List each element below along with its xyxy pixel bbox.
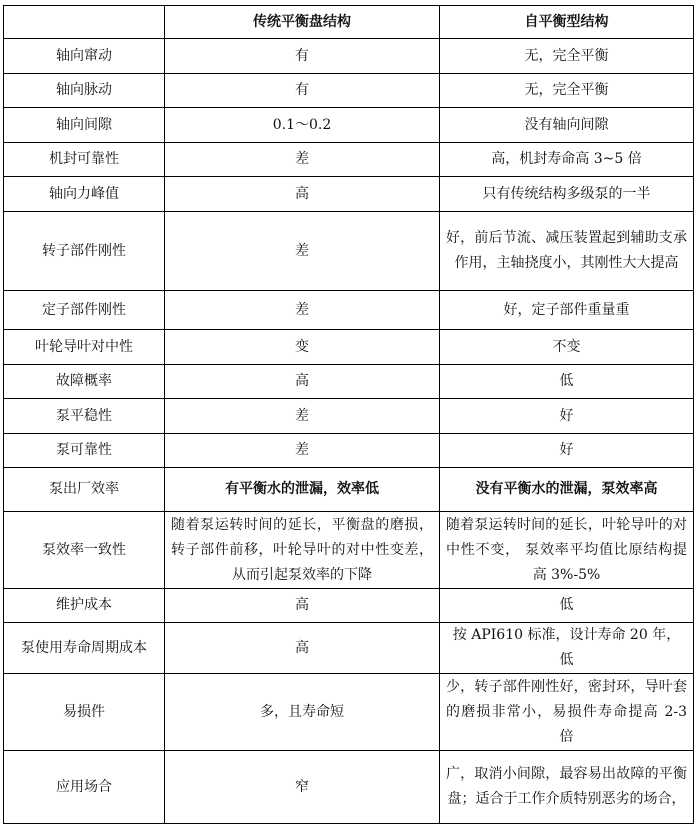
traditional-value: 有 <box>165 39 440 74</box>
self-balancing-value: 不变 <box>440 330 694 365</box>
row-label: 泵可靠性 <box>4 434 165 468</box>
self-balancing-value: 好 <box>440 434 694 468</box>
row-label: 定子部件刚性 <box>4 291 165 330</box>
traditional-value: 高 <box>165 623 440 674</box>
table-row <box>4 365 694 399</box>
table-row <box>4 177 694 212</box>
row-label: 泵平稳性 <box>4 399 165 434</box>
row-label: 叶轮导叶对中性 <box>4 330 165 365</box>
row-label: 轴向脉动 <box>4 74 165 108</box>
table-row <box>4 291 694 330</box>
row-label: 轴向窜动 <box>4 39 165 74</box>
row-label: 轴向间隙 <box>4 108 165 143</box>
header-row <box>4 6 694 39</box>
header-self-balancing: 自平衡型结构 <box>440 6 694 39</box>
traditional-value: 多，且寿命短 <box>165 674 440 751</box>
traditional-value: 高 <box>165 365 440 399</box>
row-label: 泵使用寿命周期成本 <box>4 623 165 674</box>
self-balancing-value: 好，定子部件重量重 <box>440 291 694 330</box>
row-label: 故障概率 <box>4 365 165 399</box>
self-balancing-value: 好，前后节流、减压装置起到辅助支承作用，主轴挠度小，其刚性大大提高 <box>440 212 694 291</box>
self-balancing-value: 少，转子部件刚性好，密封环，导叶套的磨损非常小，易损件寿命提高 2-3 倍 <box>440 674 694 751</box>
comparison-table <box>3 5 694 824</box>
self-balancing-value: 广，取消小间隙，最容易出故障的平衡盘；适合于工作介质特别恶劣的场合， <box>440 751 694 824</box>
self-balancing-value: 无，完全平衡 <box>440 39 694 74</box>
traditional-value: 变 <box>165 330 440 365</box>
row-label: 维护成本 <box>4 589 165 623</box>
traditional-value: 随着泵运转时间的延长，平衡盘的磨损，转子部件前移，叶轮导叶的对中性变差，从而引起泵效率的下降 <box>165 512 440 589</box>
traditional-value: 高 <box>165 177 440 212</box>
traditional-value: 差 <box>165 143 440 177</box>
row-label: 转子部件刚性 <box>4 212 165 291</box>
header-blank-cell <box>4 6 165 39</box>
table-row <box>4 212 694 291</box>
row-label: 易损件 <box>4 674 165 751</box>
self-balancing-value: 低 <box>440 365 694 399</box>
table-row <box>4 399 694 434</box>
traditional-value: 有 <box>165 74 440 108</box>
table-row <box>4 468 694 512</box>
self-balancing-value: 好 <box>440 399 694 434</box>
table-row <box>4 751 694 824</box>
row-label: 泵出厂效率 <box>4 468 165 512</box>
table-row <box>4 143 694 177</box>
table-row <box>4 589 694 623</box>
self-balancing-value: 高，机封寿命高 3~5 倍 <box>440 143 694 177</box>
self-balancing-value: 随着泵运转时间的延长，叶轮导叶的对中性不变， 泵效率平均值比原结构提高 3%-5% <box>440 512 694 589</box>
traditional-value: 有平衡水的泄漏，效率低 <box>165 468 440 512</box>
table-row <box>4 434 694 468</box>
traditional-value: 差 <box>165 291 440 330</box>
row-label: 机封可靠性 <box>4 143 165 177</box>
self-balancing-value: 无，完全平衡 <box>440 74 694 108</box>
table-row <box>4 108 694 143</box>
row-label: 泵效率一致性 <box>4 512 165 589</box>
row-label: 应用场合 <box>4 751 165 824</box>
table-row <box>4 39 694 74</box>
traditional-value: 差 <box>165 212 440 291</box>
table-row <box>4 330 694 365</box>
table-row <box>4 623 694 674</box>
row-label: 轴向力峰值 <box>4 177 165 212</box>
table-row <box>4 512 694 589</box>
self-balancing-value: 没有平衡水的泄漏，泵效率高 <box>440 468 694 512</box>
traditional-value: 0.1～0.2 <box>165 108 440 143</box>
traditional-value: 差 <box>165 399 440 434</box>
self-balancing-value: 只有传统结构多级泵的一半 <box>440 177 694 212</box>
self-balancing-value: 按 API610 标准，设计寿命 20 年，低 <box>440 623 694 674</box>
self-balancing-value: 低 <box>440 589 694 623</box>
self-balancing-value: 没有轴向间隙 <box>440 108 694 143</box>
traditional-value: 高 <box>165 589 440 623</box>
traditional-value: 差 <box>165 434 440 468</box>
table-row <box>4 74 694 108</box>
table-row <box>4 674 694 751</box>
traditional-value: 窄 <box>165 751 440 824</box>
header-traditional: 传统平衡盘结构 <box>165 6 440 39</box>
